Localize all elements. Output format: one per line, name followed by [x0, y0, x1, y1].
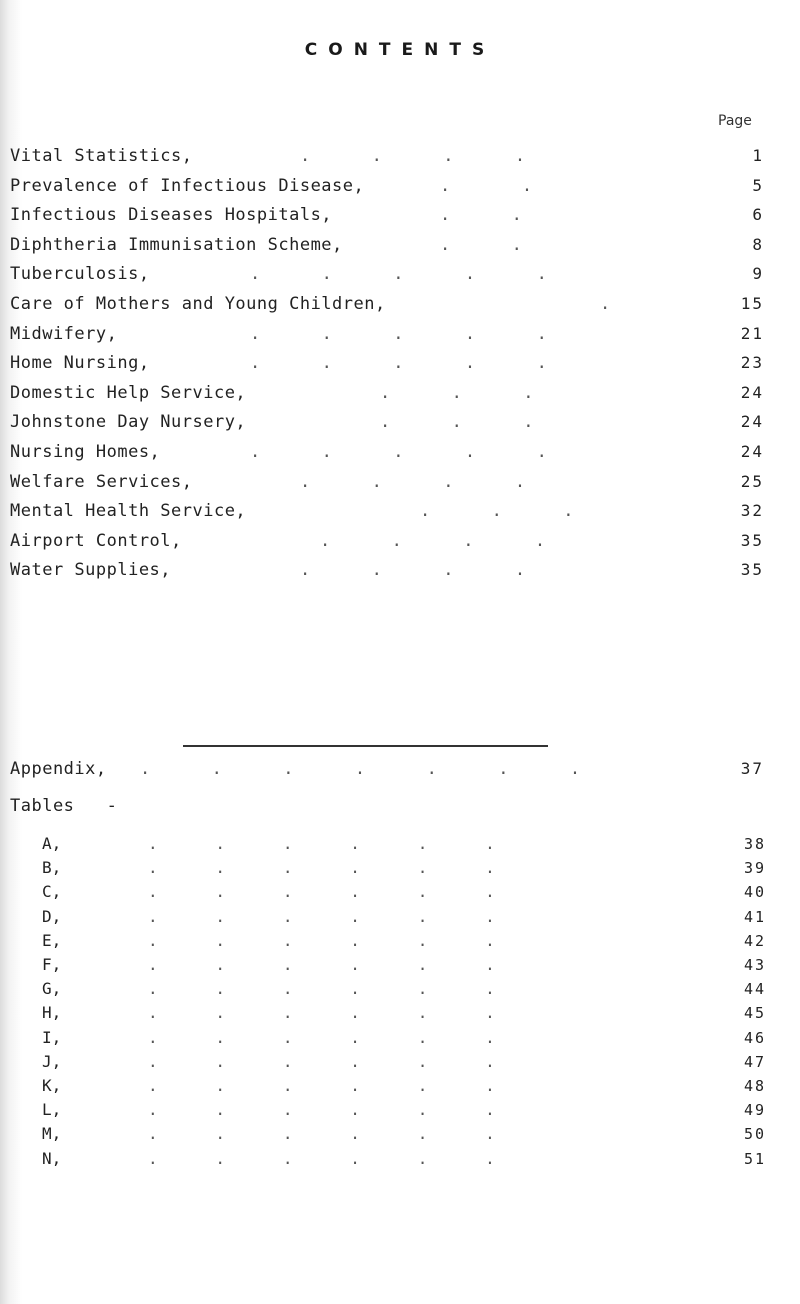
- table-page-number: 47: [743, 1052, 766, 1071]
- leader-dots: . . . . . .: [148, 882, 495, 902]
- leader-dots: . .: [440, 175, 533, 196]
- leader-dots: . . . . . .: [148, 1003, 495, 1023]
- entry-page-number: 9: [752, 264, 764, 284]
- leader-dots: . . . . . .: [148, 955, 495, 974]
- table-entry[interactable]: [0, 832, 800, 856]
- table-entry[interactable]: [0, 1001, 800, 1025]
- table-label: G,: [42, 979, 62, 999]
- entry-label: Nursing Homes,: [10, 442, 161, 462]
- entry-page-number: 24: [740, 382, 764, 402]
- table-label: L,: [42, 1100, 62, 1120]
- entry-label: Water Supplies,: [10, 560, 172, 581]
- entry-label: Johnstone Day Nursery,: [10, 412, 247, 433]
- table-page-number: 51: [743, 1149, 766, 1168]
- entry-label: Appendix,: [10, 759, 107, 779]
- table-label: A,: [42, 834, 62, 853]
- section-divider: [183, 745, 548, 747]
- table-label: F,: [42, 955, 62, 974]
- contents-entry[interactable]: [0, 201, 800, 231]
- table-label: H,: [42, 1003, 62, 1023]
- table-page-number: 46: [743, 1028, 766, 1047]
- table-entry[interactable]: [0, 1098, 800, 1122]
- table-entry[interactable]: [0, 929, 800, 953]
- contents-entry[interactable]: [0, 172, 800, 202]
- table-label: M,: [42, 1124, 62, 1144]
- leader-dots: . . . . . .: [148, 930, 495, 950]
- leader-dots: . .: [440, 234, 522, 255]
- entry-page-number: 8: [752, 234, 764, 254]
- contents-entry[interactable]: [0, 231, 800, 261]
- entry-label: Care of Mothers and Young Children,: [10, 294, 386, 314]
- leader-dots: . . . . . . .: [140, 759, 581, 779]
- table-entry[interactable]: [0, 905, 800, 929]
- entry-page-number: 6: [752, 205, 764, 225]
- table-label: D,: [42, 906, 62, 926]
- entry-page-number: 35: [740, 560, 764, 580]
- leader-dots: . .: [440, 205, 522, 226]
- leader-dots: . . . . . .: [148, 906, 495, 926]
- table-entry[interactable]: [0, 953, 800, 977]
- leader-dots: . . . . .: [250, 353, 547, 374]
- contents-entry[interactable]: [0, 468, 800, 498]
- page-column-header: Page: [718, 113, 752, 129]
- table-entry[interactable]: [0, 1050, 800, 1074]
- tables-heading: Tables -: [10, 796, 118, 816]
- leader-dots: . . .: [380, 412, 534, 433]
- appendix-entry[interactable]: [0, 755, 800, 785]
- entry-label: Midwifery,: [10, 323, 118, 344]
- table-entry[interactable]: [0, 1026, 800, 1050]
- contents-entry[interactable]: [0, 556, 800, 586]
- entry-label: Domestic Help Service,: [10, 382, 247, 403]
- entry-label: Airport Control,: [10, 530, 182, 551]
- leader-dots: . . . . . .: [148, 1027, 495, 1047]
- contents-entry[interactable]: [0, 349, 800, 379]
- entry-label: Infectious Diseases Hospitals,: [10, 205, 333, 226]
- entry-page-number: 21: [740, 323, 764, 343]
- contents-entry[interactable]: [0, 527, 800, 557]
- leader-dots: . . . . . .: [148, 834, 495, 853]
- table-label: C,: [42, 882, 62, 902]
- entry-label: Home Nursing,: [10, 353, 150, 374]
- entry-label: Mental Health Service,: [10, 501, 247, 522]
- table-page-number: 41: [743, 907, 766, 926]
- entry-page-number: 35: [740, 530, 764, 550]
- table-entry[interactable]: [0, 1074, 800, 1098]
- entry-page-number: 5: [752, 175, 764, 195]
- leader-dots: .: [600, 294, 611, 314]
- entry-label: Welfare Services,: [10, 471, 193, 492]
- leader-dots: . . . . . .: [148, 1100, 495, 1120]
- table-page-number: 43: [743, 956, 766, 974]
- leader-dots: . . . . . .: [148, 1124, 495, 1144]
- leader-dots: . . . .: [300, 471, 526, 492]
- table-entry[interactable]: [0, 1122, 800, 1146]
- contents-entry[interactable]: [0, 290, 800, 320]
- table-page-number: 44: [743, 980, 766, 999]
- contents-entry[interactable]: [0, 142, 800, 172]
- entry-page-number: 25: [740, 471, 764, 491]
- leader-dots: . . . . . .: [148, 1076, 495, 1095]
- contents-entry[interactable]: [0, 379, 800, 409]
- table-page-number: 48: [743, 1077, 766, 1095]
- leader-dots: . . .: [420, 501, 574, 522]
- table-page-number: 50: [743, 1125, 766, 1144]
- table-label: J,: [42, 1051, 62, 1071]
- page-title: CONTENTS: [304, 40, 496, 60]
- entry-page-number: 37: [740, 759, 764, 778]
- table-page-number: 42: [743, 931, 766, 950]
- entry-page-number: 24: [740, 442, 764, 461]
- table-entry[interactable]: [0, 1147, 800, 1171]
- table-page-number: 40: [743, 883, 766, 902]
- table-label: I,: [42, 1027, 62, 1047]
- table-label: K,: [42, 1076, 62, 1095]
- table-entry[interactable]: [0, 977, 800, 1001]
- entry-page-number: 23: [740, 353, 764, 373]
- table-label: B,: [42, 858, 62, 878]
- entry-label: Vital Statistics,: [10, 146, 193, 166]
- leader-dots: . . . .: [300, 560, 526, 581]
- contents-entry[interactable]: [0, 408, 800, 438]
- table-label: N,: [42, 1148, 62, 1168]
- table-page-number: 49: [743, 1101, 766, 1120]
- leader-dots: . . . . . .: [148, 1051, 495, 1071]
- contents-entry[interactable]: [0, 438, 800, 468]
- table-entry[interactable]: [0, 856, 800, 880]
- leader-dots: . . . .: [320, 530, 546, 551]
- leader-dots: . . . .: [300, 146, 526, 166]
- leader-dots: . . .: [380, 382, 534, 403]
- leader-dots: . . . . .: [250, 264, 547, 285]
- table-label: E,: [42, 930, 62, 950]
- entry-page-number: 32: [740, 501, 764, 521]
- leader-dots: . . . . . .: [148, 979, 495, 999]
- leader-dots: . . . . . .: [148, 1148, 495, 1168]
- contents-entry[interactable]: [0, 320, 800, 350]
- leader-dots: . . . . .: [250, 442, 547, 462]
- entry-label: Tuberculosis,: [10, 264, 150, 285]
- entry-page-number: 1: [752, 146, 764, 165]
- contents-entry[interactable]: [0, 497, 800, 527]
- contents-entry[interactable]: [0, 260, 800, 290]
- leader-dots: . . . . . .: [148, 858, 495, 878]
- leader-dots: . . . . .: [250, 323, 547, 344]
- entry-page-number: 24: [740, 412, 764, 432]
- table-page-number: 38: [743, 835, 766, 853]
- entry-label: Diphtheria Immunisation Scheme,: [10, 234, 343, 255]
- entry-page-number: 15: [740, 294, 764, 313]
- table-page-number: 45: [743, 1004, 766, 1023]
- table-page-number: 39: [743, 859, 766, 878]
- entry-label: Prevalence of Infectious Disease,: [10, 175, 365, 196]
- table-entry[interactable]: [0, 880, 800, 904]
